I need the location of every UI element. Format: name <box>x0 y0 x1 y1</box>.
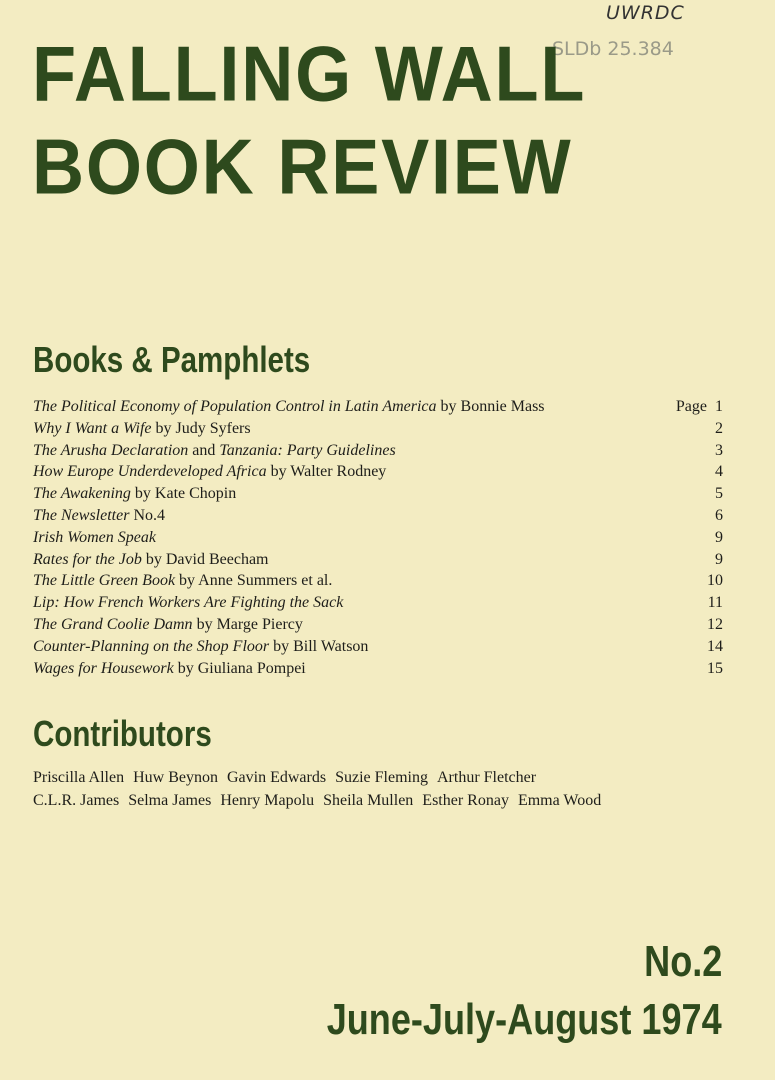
toc-page <box>707 614 723 636</box>
contributor-name: Henry Mapolu <box>220 792 315 809</box>
page-number: 15 <box>707 659 723 677</box>
toc-entry-title <box>33 461 386 483</box>
toc-entry-title <box>33 440 396 462</box>
toc-page <box>715 461 723 483</box>
work-title: The Arusha Declaration <box>33 441 189 459</box>
toc-entry <box>33 440 723 462</box>
toc-entry-title <box>33 505 165 527</box>
work-title: The Little Green Book <box>33 572 176 590</box>
toc-entry <box>33 592 723 614</box>
toc-page <box>715 440 723 462</box>
toc-entry-title <box>33 527 156 549</box>
shelfmark-note: SLDb 25.384 <box>552 38 674 60</box>
contributor-name: Huw Beynon <box>133 769 218 786</box>
byline: by Marge Piercy <box>192 615 303 633</box>
contributor-name: Gavin Edwards <box>227 769 327 786</box>
contributors-heading: Contributors <box>33 713 212 754</box>
contributor-name: C.L.R. James <box>33 792 120 809</box>
byline: and <box>188 441 220 459</box>
toc-entry <box>33 570 723 592</box>
byline: by Bonnie Mass <box>436 398 545 415</box>
work-title: Wages for Housework <box>33 659 174 677</box>
work-title: The Newsletter <box>33 506 130 524</box>
books-heading: Books & Pamphlets <box>33 339 311 380</box>
toc-entry <box>33 527 723 549</box>
byline: by Bill Watson <box>269 637 369 655</box>
toc-entry <box>33 636 723 658</box>
page-number: 9 <box>715 528 723 546</box>
toc-page <box>715 505 723 527</box>
toc-page <box>715 527 723 549</box>
page-number: 9 <box>715 550 723 568</box>
toc-entry <box>33 483 723 505</box>
toc-entry-title <box>33 549 269 571</box>
work-title: Lip: How French Workers Are Fighting the Sack <box>33 594 344 612</box>
toc-entry-title <box>33 418 251 440</box>
title-line-2: BOOK REVIEW <box>32 124 573 211</box>
page-number: 3 <box>715 441 723 459</box>
toc-entry <box>33 418 723 440</box>
page-number: 2 <box>715 419 723 437</box>
toc-entry-title <box>33 658 306 680</box>
toc-entry <box>33 549 723 571</box>
toc-page <box>715 418 723 440</box>
toc-entry-title <box>33 614 303 636</box>
contributors-line-1 <box>33 769 545 787</box>
work-title: Rates for the Job <box>33 550 142 568</box>
byline: by Giuliana Pompei <box>173 659 306 677</box>
contributor-name: Priscilla Allen <box>33 769 125 786</box>
title-line-1: FALLING WALL <box>32 31 587 118</box>
toc-entry-title <box>33 570 332 592</box>
toc-page <box>707 570 723 592</box>
byline: by Kate Chopin <box>130 485 237 503</box>
work-title: The Political Economy of Population Control in Latin America <box>33 398 437 415</box>
page-number: 10 <box>707 572 723 590</box>
contributor-name: Arthur Fletcher <box>436 769 537 786</box>
byline: by Anne Summers et al. <box>175 572 333 590</box>
page-number: 12 <box>707 615 723 633</box>
toc-page <box>707 636 723 658</box>
toc-page <box>707 658 723 680</box>
work-title: Why I Want a Wife <box>33 419 152 437</box>
toc-entry <box>33 658 723 680</box>
toc-entry-title <box>33 483 236 505</box>
work-title: How Europe Underdeveloped Africa <box>33 463 267 481</box>
page-number: 5 <box>715 485 723 503</box>
toc-entry <box>33 505 723 527</box>
work-title: Counter-Planning on the Shop Floor <box>33 637 270 655</box>
contributor-name: Sheila Mullen <box>323 792 414 809</box>
page-number: 11 <box>707 594 723 612</box>
table-of-contents <box>33 396 723 679</box>
page-number: 6 <box>715 506 723 524</box>
toc-entry <box>33 614 723 636</box>
page-label: Page <box>675 398 707 415</box>
contributor-name: Selma James <box>128 792 212 809</box>
contributor-name: Esther Ronay <box>422 792 509 809</box>
toc-page <box>676 396 723 418</box>
toc-page <box>715 483 723 505</box>
work-title: The Awakening <box>33 485 131 503</box>
handwritten-note: UWRDC <box>606 2 685 24</box>
issue-date: June-July-August 1974 <box>327 995 722 1044</box>
contributors-line-2 <box>33 792 610 810</box>
page-number: 14 <box>707 637 723 655</box>
toc-entry-title <box>33 636 368 658</box>
contributor-name: Emma Wood <box>517 792 602 809</box>
toc-entry-title <box>33 396 545 418</box>
byline: by Judy Syfers <box>151 419 251 437</box>
toc-page <box>708 592 723 614</box>
byline: by Walter Rodney <box>266 463 387 481</box>
toc-entry <box>33 396 723 418</box>
page-number: 4 <box>715 463 723 481</box>
byline: by David Beecham <box>141 550 269 568</box>
toc-page <box>715 549 723 571</box>
work-title: The Grand Coolie Damn <box>33 615 193 633</box>
byline: No.4 <box>129 506 165 524</box>
toc-entry-title <box>33 592 343 614</box>
issue-number: No.2 <box>643 937 722 986</box>
work-title: Irish Women Speak <box>33 528 156 546</box>
contributor-name: Suzie Fleming <box>335 769 428 786</box>
work-title: Tanzania: Party Guidelines <box>219 441 396 459</box>
page-number: 1 <box>715 398 723 415</box>
toc-entry <box>33 461 723 483</box>
